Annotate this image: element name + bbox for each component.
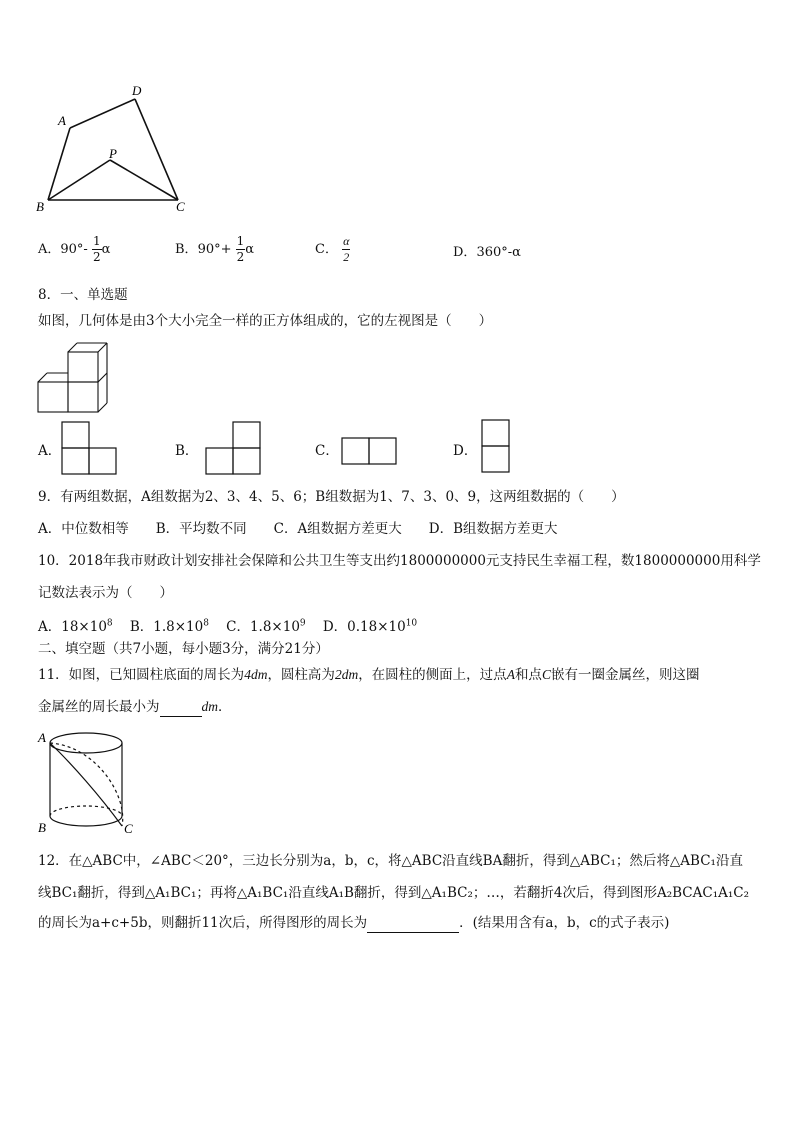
cube-solid-figure — [34, 340, 114, 416]
q11-stem-line1: 11．如图，已知圆柱底面的周长为4dm，圆柱高为2dm，在圆柱的侧面上，过点A和点C嵌有一圈金属丝，则这圈 — [38, 667, 700, 683]
q9-options[interactable]: A．中位数相等 B．平均数不同 C．A组数据方差更大 D．B组数据方差更大 — [38, 521, 558, 537]
q10-option-c[interactable]: C．$1.8\times 10^9$ — [226, 618, 306, 635]
q8-option-b-figure[interactable] — [204, 420, 264, 476]
q10-option-d[interactable]: D．$0.18\times 10^{10}$ — [322, 618, 418, 635]
q8-option-a-label[interactable]: A． — [38, 443, 62, 459]
q11-answer-blank[interactable] — [160, 698, 202, 717]
q12-stem-line1: 12．在△ABC中，∠ABC＜20°，三边长分别为a，b，c，将△ABC沿直线BA翻折，得到△ABC₁；然后将△ABC₁沿直 — [38, 853, 743, 869]
q8-option-a-figure[interactable] — [60, 420, 120, 476]
section-title: 二、填空题（共7小题，每小题3分，满分21分） — [38, 641, 329, 657]
q12-answer-blank[interactable] — [367, 914, 459, 933]
cylinder-figure — [36, 726, 146, 840]
label-b: B — [36, 199, 44, 214]
q8-option-d-figure[interactable] — [480, 418, 512, 476]
q12-stem-line3: 的周长为a+c+5b，则翻折11次后，所得图形的周长为 ．(结果用含有a，b，c的式子表示) — [38, 915, 670, 931]
q8-header: 8．一、单选题 — [38, 287, 128, 303]
q7-option-a[interactable]: A．90°- $\frac{1}{2}$ α — [38, 234, 111, 264]
cyl-label-a: A — [38, 730, 46, 745]
q9-stem: 9．有两组数据，A组数据为2、3、4、5、6；B组数据为1、7、3、0、9，这两组数据的（ ） — [38, 489, 625, 505]
q8-stem: 如图，几何体是由3个大小完全一样的正方体组成的，它的左视图是（ ） — [38, 313, 493, 329]
q8-option-d-label[interactable]: D． — [453, 443, 478, 459]
label-p: P — [109, 146, 117, 161]
q10-stem-line2: 记数法表示为（ ） — [38, 585, 173, 601]
label-d: D — [132, 83, 142, 98]
q8-option-b-label[interactable]: B． — [175, 443, 199, 459]
label-a: A — [58, 113, 66, 128]
q11-stem-line2: 金属丝的周长最小为 dm． — [38, 699, 232, 715]
quadrilateral-figure — [30, 80, 200, 220]
q7-option-d[interactable]: D．360°-α — [453, 245, 521, 260]
q8-option-c-figure[interactable] — [340, 436, 398, 466]
q8-option-c-label[interactable]: C． — [315, 443, 339, 459]
cyl-label-b: B — [38, 820, 46, 835]
q12-stem-line2: 线BC₁翻折，得到△A₁BC₁；再将△A₁BC₁沿直线A₁B翻折，得到△A₁BC₂；…，若翻折4次后，得到图形A₂BCAC₁A₁C₂ — [38, 885, 750, 901]
q7-option-b[interactable]: B．90°+ $\frac{1}{2}$ α — [175, 234, 255, 264]
q7-option-c[interactable]: C． $\frac{\alpha}{2}$ — [315, 234, 350, 264]
cyl-label-c: C — [124, 821, 133, 836]
q10-option-b[interactable]: B．$1.8\times 10^8$ — [129, 618, 209, 635]
q10-options[interactable] — [38, 614, 417, 636]
q10-option-a[interactable]: A．$18\times 10^8$ — [38, 618, 113, 635]
q10-stem-line1: 10．2018年我市财政计划安排社会保障和公共卫生等支出约1800000000元支持民生幸福工程，数1800000000用科学 — [38, 553, 761, 569]
label-c: C — [176, 199, 185, 214]
